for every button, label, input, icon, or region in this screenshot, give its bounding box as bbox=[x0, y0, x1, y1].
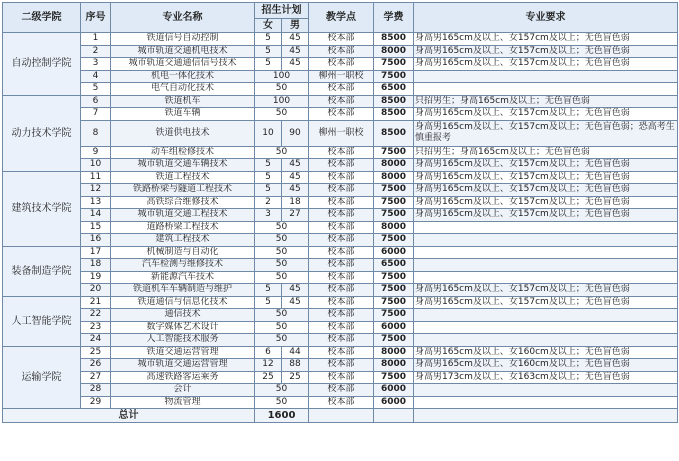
major-requirement bbox=[414, 334, 678, 347]
header-male: 男 bbox=[282, 19, 309, 33]
teaching-site: 校本部 bbox=[309, 221, 374, 234]
row-number: 19 bbox=[81, 271, 111, 284]
major-requirement: 身高男165cm及以上、女157cm及以上；无色盲色弱 bbox=[414, 196, 678, 209]
plan-female: 25 bbox=[255, 371, 282, 384]
plan-female: 5 bbox=[255, 171, 282, 184]
row-number: 20 bbox=[81, 284, 111, 297]
table-row bbox=[3, 246, 678, 259]
row-number: 26 bbox=[81, 359, 111, 372]
major-requirement: 身高男165cm及以上、女160cm及以上；无色盲色弱 bbox=[414, 346, 678, 359]
tuition-fee: 7500 bbox=[374, 196, 414, 209]
major-requirement: 身高男165cm及以上、女157cm及以上；无色盲色弱 bbox=[414, 159, 678, 172]
teaching-site: 校本部 bbox=[309, 259, 374, 272]
plan-female: 2 bbox=[255, 196, 282, 209]
row-number: 6 bbox=[81, 95, 111, 108]
college-cell: 动力技术学院 bbox=[3, 95, 81, 171]
college-cell: 装备制造学院 bbox=[3, 246, 81, 296]
college-cell: 人工智能学院 bbox=[3, 296, 81, 346]
major-name: 城市轨道交通车辆技术 bbox=[111, 159, 255, 172]
total-label: 总计 bbox=[3, 409, 255, 423]
table-row bbox=[3, 146, 678, 159]
plan-female: 5 bbox=[255, 58, 282, 71]
table-row bbox=[3, 334, 678, 347]
row-number: 13 bbox=[81, 196, 111, 209]
tuition-fee: 6000 bbox=[374, 246, 414, 259]
major-requirement: 身高男165cm及以上、女157cm及以上；无色盲色弱 bbox=[414, 296, 678, 309]
teaching-site: 校本部 bbox=[309, 171, 374, 184]
teaching-site: 校本部 bbox=[309, 271, 374, 284]
tuition-fee: 7500 bbox=[374, 234, 414, 247]
row-number: 27 bbox=[81, 371, 111, 384]
major-requirement bbox=[414, 83, 678, 96]
major-name: 新能源汽车技术 bbox=[111, 271, 255, 284]
row-number: 25 bbox=[81, 346, 111, 359]
row-number: 29 bbox=[81, 396, 111, 409]
row-number: 14 bbox=[81, 209, 111, 222]
teaching-site: 校本部 bbox=[309, 234, 374, 247]
plan-female: 5 bbox=[255, 159, 282, 172]
major-requirement bbox=[414, 271, 678, 284]
table-row bbox=[3, 45, 678, 58]
plan-total: 50 bbox=[255, 271, 309, 284]
table-row bbox=[3, 58, 678, 71]
teaching-site: 校本部 bbox=[309, 159, 374, 172]
tuition-fee: 6500 bbox=[374, 83, 414, 96]
major-requirement bbox=[414, 234, 678, 247]
table-row bbox=[3, 95, 678, 108]
plan-female: 10 bbox=[255, 120, 282, 146]
row-number: 17 bbox=[81, 246, 111, 259]
teaching-site: 校本部 bbox=[309, 296, 374, 309]
header-req: 专业要求 bbox=[414, 3, 678, 33]
row-number: 11 bbox=[81, 171, 111, 184]
row-number: 15 bbox=[81, 221, 111, 234]
teaching-site: 校本部 bbox=[309, 146, 374, 159]
plan-total: 50 bbox=[255, 246, 309, 259]
tuition-fee: 7500 bbox=[374, 296, 414, 309]
row-number: 1 bbox=[81, 33, 111, 46]
tuition-fee: 6000 bbox=[374, 384, 414, 397]
teaching-site: 校本部 bbox=[309, 359, 374, 372]
major-requirement: 身高男165cm及以上、女157cm及以上；无色盲色弱 bbox=[414, 58, 678, 71]
row-number: 12 bbox=[81, 184, 111, 197]
table-row bbox=[3, 209, 678, 222]
teaching-site: 校本部 bbox=[309, 58, 374, 71]
header-major: 专业名称 bbox=[111, 3, 255, 33]
table-row bbox=[3, 83, 678, 96]
teaching-site: 校本部 bbox=[309, 45, 374, 58]
major-name: 动车组检修技术 bbox=[111, 146, 255, 159]
table-row bbox=[3, 284, 678, 297]
table-row bbox=[3, 259, 678, 272]
table-row bbox=[3, 70, 678, 83]
teaching-site: 校本部 bbox=[309, 246, 374, 259]
row-number: 2 bbox=[81, 45, 111, 58]
major-name: 电气自动化技术 bbox=[111, 83, 255, 96]
plan-female: 5 bbox=[255, 296, 282, 309]
major-requirement bbox=[414, 221, 678, 234]
plan-male: 18 bbox=[282, 196, 309, 209]
major-requirement bbox=[414, 384, 678, 397]
major-requirement: 身高男165cm及以上、女157cm及以上；无色盲色弱 bbox=[414, 209, 678, 222]
tuition-fee: 6000 bbox=[374, 396, 414, 409]
teaching-site: 校本部 bbox=[309, 384, 374, 397]
table-row bbox=[3, 359, 678, 372]
table-row bbox=[3, 120, 678, 146]
tuition-fee: 8500 bbox=[374, 120, 414, 146]
major-requirement: 身高男165cm及以上、女157cm及以上；无色盲色弱 bbox=[414, 108, 678, 121]
table-row bbox=[3, 234, 678, 247]
tuition-fee: 7500 bbox=[374, 58, 414, 71]
plan-male: 44 bbox=[282, 346, 309, 359]
table-row bbox=[3, 384, 678, 397]
teaching-site: 校本部 bbox=[309, 108, 374, 121]
major-name: 机械制造与自动化 bbox=[111, 246, 255, 259]
plan-male: 45 bbox=[282, 58, 309, 71]
plan-female: 5 bbox=[255, 33, 282, 46]
teaching-site: 校本部 bbox=[309, 184, 374, 197]
row-number: 21 bbox=[81, 296, 111, 309]
major-name: 高速铁路客运乘务 bbox=[111, 371, 255, 384]
row-number: 4 bbox=[81, 70, 111, 83]
row-number: 9 bbox=[81, 146, 111, 159]
plan-total: 50 bbox=[255, 321, 309, 334]
tuition-fee: 8000 bbox=[374, 171, 414, 184]
plan-female: 12 bbox=[255, 359, 282, 372]
tuition-fee: 8000 bbox=[374, 346, 414, 359]
tuition-fee: 8000 bbox=[374, 159, 414, 172]
plan-male: 27 bbox=[282, 209, 309, 222]
tuition-fee: 7500 bbox=[374, 70, 414, 83]
tuition-fee: 7500 bbox=[374, 334, 414, 347]
plan-male: 25 bbox=[282, 371, 309, 384]
plan-female: 5 bbox=[255, 284, 282, 297]
table-row bbox=[3, 159, 678, 172]
tuition-fee: 7500 bbox=[374, 371, 414, 384]
tuition-fee: 8000 bbox=[374, 359, 414, 372]
major-requirement: 身高男165cm及以上、女157cm及以上；无色盲色弱 bbox=[414, 33, 678, 46]
major-name: 会计 bbox=[111, 384, 255, 397]
major-name: 机电一体化技术 bbox=[111, 70, 255, 83]
plan-male: 45 bbox=[282, 33, 309, 46]
major-requirement bbox=[414, 259, 678, 272]
college-cell: 建筑技术学院 bbox=[3, 171, 81, 246]
major-requirement bbox=[414, 396, 678, 409]
teaching-site: 校本部 bbox=[309, 196, 374, 209]
table-row bbox=[3, 296, 678, 309]
table-row bbox=[3, 309, 678, 322]
major-requirement: 身高男165cm及以上、女157cm及以上；无色盲色弱 bbox=[414, 171, 678, 184]
teaching-site: 校本部 bbox=[309, 209, 374, 222]
major-requirement: 身高男165cm及以上、女157cm及以上；无色盲色弱 bbox=[414, 184, 678, 197]
tuition-fee: 6500 bbox=[374, 259, 414, 272]
row-number: 24 bbox=[81, 334, 111, 347]
plan-total: 50 bbox=[255, 83, 309, 96]
tuition-fee: 8500 bbox=[374, 95, 414, 108]
teaching-site: 柳州一职校 bbox=[309, 70, 374, 83]
plan-total: 50 bbox=[255, 221, 309, 234]
row-number: 23 bbox=[81, 321, 111, 334]
table-row bbox=[3, 221, 678, 234]
major-requirement bbox=[414, 246, 678, 259]
header-no: 序号 bbox=[81, 3, 111, 33]
tuition-fee: 6000 bbox=[374, 321, 414, 334]
plan-total: 50 bbox=[255, 384, 309, 397]
plan-total: 50 bbox=[255, 334, 309, 347]
teaching-site: 校本部 bbox=[309, 396, 374, 409]
plan-male: 45 bbox=[282, 284, 309, 297]
row-number: 10 bbox=[81, 159, 111, 172]
major-requirement: 身高男165cm及以上、女160cm及以上；无色盲色弱 bbox=[414, 359, 678, 372]
teaching-site: 校本部 bbox=[309, 83, 374, 96]
header-place: 教学点 bbox=[309, 3, 374, 33]
table-body bbox=[3, 33, 678, 409]
teaching-site: 校本部 bbox=[309, 309, 374, 322]
table-row bbox=[3, 171, 678, 184]
row-number: 8 bbox=[81, 120, 111, 146]
plan-male: 45 bbox=[282, 296, 309, 309]
major-name: 人工智能技术服务 bbox=[111, 334, 255, 347]
table-row bbox=[3, 196, 678, 209]
plan-total: 50 bbox=[255, 259, 309, 272]
plan-female: 3 bbox=[255, 209, 282, 222]
major-name: 城市轨道交通通信信号技术 bbox=[111, 58, 255, 71]
tuition-fee: 7500 bbox=[374, 284, 414, 297]
major-name: 铁道机车 bbox=[111, 95, 255, 108]
header-female: 女 bbox=[255, 19, 282, 33]
plan-total: 50 bbox=[255, 396, 309, 409]
plan-male: 45 bbox=[282, 159, 309, 172]
major-name: 道路桥梁工程技术 bbox=[111, 221, 255, 234]
tuition-fee: 8000 bbox=[374, 45, 414, 58]
college-cell: 运输学院 bbox=[3, 346, 81, 409]
teaching-site: 校本部 bbox=[309, 95, 374, 108]
row-number: 3 bbox=[81, 58, 111, 71]
table-footer bbox=[3, 409, 678, 423]
header-fee: 学费 bbox=[374, 3, 414, 33]
plan-male: 45 bbox=[282, 45, 309, 58]
table-row bbox=[3, 108, 678, 121]
plan-total: 50 bbox=[255, 108, 309, 121]
tuition-fee: 8500 bbox=[374, 33, 414, 46]
table-header bbox=[3, 3, 678, 33]
plan-female: 5 bbox=[255, 184, 282, 197]
major-name: 数字媒体艺术设计 bbox=[111, 321, 255, 334]
plan-total: 100 bbox=[255, 70, 309, 83]
enrollment-table bbox=[2, 2, 678, 423]
major-requirement: 身高男165cm及以上、女157cm及以上；无色盲色弱 bbox=[414, 45, 678, 58]
teaching-site: 校本部 bbox=[309, 33, 374, 46]
plan-male: 45 bbox=[282, 171, 309, 184]
table-row bbox=[3, 271, 678, 284]
major-name: 铁道通信与信息化技术 bbox=[111, 296, 255, 309]
major-name: 城市轨道交通运营管理 bbox=[111, 359, 255, 372]
plan-male: 45 bbox=[282, 184, 309, 197]
major-name: 物流管理 bbox=[111, 396, 255, 409]
major-requirement: 身高男165cm及以上、女157cm及以上；无色盲色弱；恐高考生慎重报考 bbox=[414, 120, 678, 146]
major-requirement: 只招男生；身高165cm及以上；无色盲色弱 bbox=[414, 146, 678, 159]
total-value: 1600 bbox=[255, 409, 309, 423]
tuition-fee: 8500 bbox=[374, 108, 414, 121]
table-row bbox=[3, 346, 678, 359]
major-name: 铁道工程技术 bbox=[111, 171, 255, 184]
plan-female: 6 bbox=[255, 346, 282, 359]
major-name: 铁道机车车辆制造与维护 bbox=[111, 284, 255, 297]
row-number: 16 bbox=[81, 234, 111, 247]
major-name: 铁道信号自动控制 bbox=[111, 33, 255, 46]
tuition-fee: 7500 bbox=[374, 209, 414, 222]
row-number: 18 bbox=[81, 259, 111, 272]
teaching-site: 柳州一职校 bbox=[309, 120, 374, 146]
table-row bbox=[3, 321, 678, 334]
major-requirement bbox=[414, 70, 678, 83]
header-plan: 招生计划 bbox=[255, 3, 309, 19]
major-requirement bbox=[414, 309, 678, 322]
teaching-site: 校本部 bbox=[309, 371, 374, 384]
plan-total: 100 bbox=[255, 95, 309, 108]
plan-female: 5 bbox=[255, 45, 282, 58]
table-row bbox=[3, 371, 678, 384]
major-name: 城市轨道交通工程技术 bbox=[111, 209, 255, 222]
major-name: 通信技术 bbox=[111, 309, 255, 322]
header-college: 二级学院 bbox=[3, 3, 81, 33]
plan-total: 50 bbox=[255, 146, 309, 159]
tuition-fee: 7500 bbox=[374, 184, 414, 197]
major-name: 汽车检测与维修技术 bbox=[111, 259, 255, 272]
major-requirement: 身高男173cm及以上、女163cm及以上；无色盲色弱 bbox=[414, 371, 678, 384]
table-row bbox=[3, 184, 678, 197]
major-name: 铁道交通运营管理 bbox=[111, 346, 255, 359]
teaching-site: 校本部 bbox=[309, 334, 374, 347]
table-row bbox=[3, 396, 678, 409]
row-number: 28 bbox=[81, 384, 111, 397]
row-number: 5 bbox=[81, 83, 111, 96]
major-requirement: 身高男165cm及以上、女157cm及以上；无色盲色弱 bbox=[414, 284, 678, 297]
plan-male: 88 bbox=[282, 359, 309, 372]
tuition-fee: 7500 bbox=[374, 146, 414, 159]
major-name: 铁道供电技术 bbox=[111, 120, 255, 146]
major-name: 建筑工程技术 bbox=[111, 234, 255, 247]
major-name: 城市轨道交通机电技术 bbox=[111, 45, 255, 58]
major-name: 铁路桥梁与隧道工程技术 bbox=[111, 184, 255, 197]
plan-total: 50 bbox=[255, 234, 309, 247]
major-name: 铁道车辆 bbox=[111, 108, 255, 121]
plan-total: 50 bbox=[255, 309, 309, 322]
college-cell: 自动控制学院 bbox=[3, 33, 81, 96]
tuition-fee: 7500 bbox=[374, 309, 414, 322]
table-row bbox=[3, 33, 678, 46]
plan-male: 90 bbox=[282, 120, 309, 146]
major-name: 高铁综合维修技术 bbox=[111, 196, 255, 209]
teaching-site: 校本部 bbox=[309, 346, 374, 359]
teaching-site: 校本部 bbox=[309, 284, 374, 297]
tuition-fee: 7500 bbox=[374, 271, 414, 284]
tuition-fee: 8000 bbox=[374, 221, 414, 234]
major-requirement: 只招男生；身高165cm及以上；无色盲色弱 bbox=[414, 95, 678, 108]
row-number: 7 bbox=[81, 108, 111, 121]
teaching-site: 校本部 bbox=[309, 321, 374, 334]
row-number: 22 bbox=[81, 309, 111, 322]
major-requirement bbox=[414, 321, 678, 334]
